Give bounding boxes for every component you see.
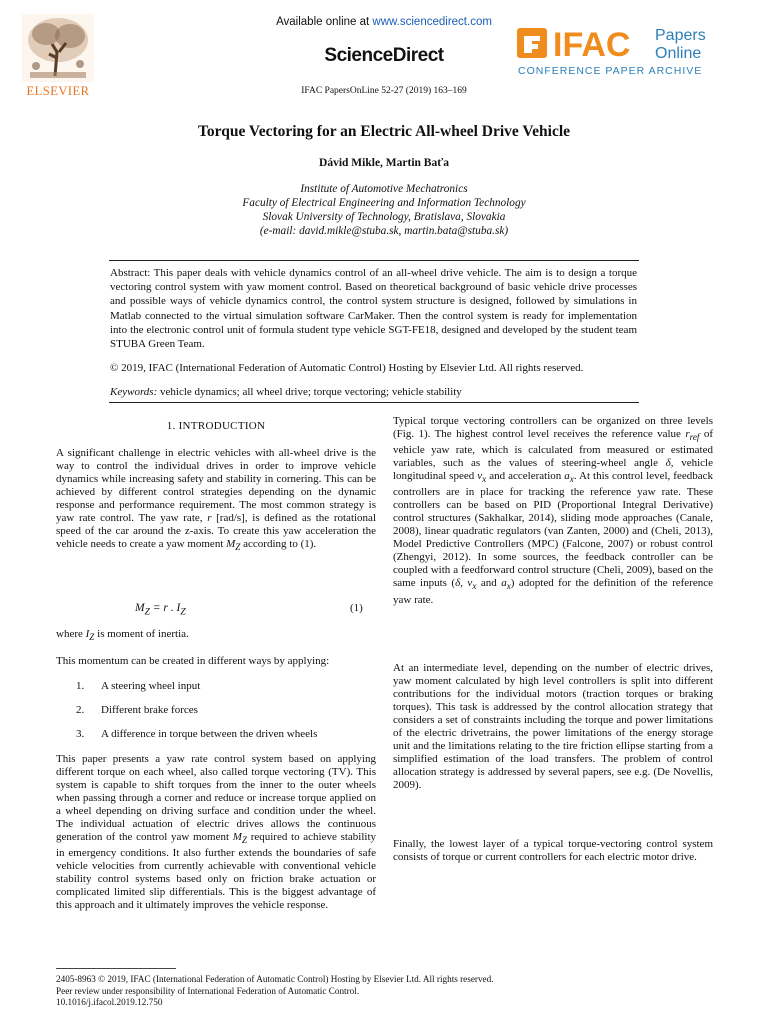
right-paragraph-1	[393, 415, 713, 607]
right-paragraph-2: At an intermediate level, depending on the number of electric drives, yaw moment calculated by high level controllers is split into different contributions for the individual motors (traction torques or braking torques). This task is addressed by the control allocation strategy that considers a set of constraints including the torque and power limitations of the electric drivetrains, the power limitations of the energy storage unit and the limitations relating to the tire friction ellipse starting from a simplified estimation of the load transfers. The problem of control allocation strategy is addressed by several papers, see e.g. (De Novellis, 2009).	[393, 662, 713, 791]
equation-1	[135, 602, 295, 617]
ifac-logo-graphic	[515, 22, 715, 64]
list-item: Different brake forces	[101, 704, 198, 716]
keywords-line	[110, 386, 637, 398]
symbol-v: v	[467, 577, 473, 590]
text-run: This paper presents a yaw rate control system based on applying different torque on each wheel, also called torque vectoring (TV). This system is capable to shift torques from the inner to the outer wheels when passing through a corner and reduce or increase torque applied on a wheel depending on driving surface and condition under the wheel. The individual actuation of electric drives allows the continuous generation of the control yaw moment	[56, 753, 376, 843]
footer-notes	[56, 974, 716, 1009]
footer-rule	[56, 968, 176, 969]
symbol-M: M	[232, 831, 242, 843]
journal-reference: IFAC PapersOnLine 52-27 (2019) 163–169	[301, 86, 467, 96]
symbol-subscript: x	[569, 474, 574, 485]
intro-paragraph-2: This momentum can be created in different ways by applying:	[56, 655, 330, 667]
elsevier-tree-logo	[22, 14, 94, 82]
list-item-number: 2.	[76, 704, 85, 716]
text-run: [rad/s], is defined as the rotational speed of the car around the z-axis. To create this yaw acceleration the vehicle needs to create a yaw moment	[56, 512, 376, 550]
eq-symbol: I	[176, 602, 181, 614]
symbol-subscript: x	[482, 474, 487, 485]
symbol-a: a	[564, 470, 570, 483]
text-run: is moment of inertia.	[94, 628, 189, 640]
paper-authors: Dávid Mikle, Martin Baťa	[319, 157, 449, 169]
eq-subscript: Z	[180, 606, 186, 618]
eq-middle: = r .	[149, 602, 177, 614]
symbol-I: I	[85, 628, 90, 640]
text-run: and	[476, 577, 502, 590]
affiliation-email-line: (e-mail: david.mikle@stuba.sk, martin.bata@stuba.sk)	[259, 225, 509, 237]
symbol-subscript: Z	[89, 632, 95, 643]
symbol-delta: δ	[455, 577, 461, 590]
text-run: and acceleration	[486, 470, 565, 483]
symbol-subscript: Z	[241, 835, 247, 846]
footer-peer-review: Peer review under responsibility of International Federation of Automatic Control.	[56, 985, 360, 996]
symbol-r: r	[685, 428, 690, 440]
intro-paragraph-1	[56, 447, 376, 554]
text-run: Typical torque vectoring controllers can be organized on three levels (Fig. 1). The highest control level receives the reference value	[393, 415, 713, 440]
text-run: , vehicle longitudinal speed	[393, 457, 713, 483]
text-run: required to achieve stability in emergency conditions. It also further extends the boundaries of safe vehicle velocities from currently achievable with conventional vehicle stability control systems based only on friction brake actuation or complicated limited slip differentials. This is the biggest advantage of this approach and it ultimately improves the vehicle response.	[56, 831, 377, 912]
text-run: A significant challenge in electric vehicles with all-wheel drive is the way to control the individual drives in order to improve vehicle dynamics while increasing safety and stability in cornering. This can be achieved by different control strategies depending on the dynamic response and performance requirement. The most common strategy is yaw rate control. The yaw rate,	[56, 447, 376, 524]
sciencedirect-url-link[interactable]: www.sciencedirect.com	[372, 16, 492, 28]
symbol-subscript: x	[472, 581, 477, 592]
text-run: according to (1).	[240, 538, 317, 550]
keywords-label: Keywords:	[110, 386, 158, 398]
symbol-M: M	[226, 538, 236, 550]
abstract-text: Abstract: This paper deals with vehicle dynamics control of an all-wheel drive vehicle. The aim is to design a torque vectoring control system with yaw moment control. Based on theoretical background of basic vehicle drive processes and possible ways of vehicle dynamics control, the control system structure is designed, followed by simulations in Matlab connected to the virtual simulation software CarMaker. Then the control system is ready for implementation into the electronic control unit of formula student type vehicle SGT-FE18, designed and developed by the student team STUBA Green Team.	[110, 267, 637, 351]
keywords-text: vehicle dynamics; all wheel drive; torque vectoring; vehicle stability	[160, 386, 462, 398]
eq-subscript: Z	[144, 606, 150, 618]
equation-number: (1)	[350, 602, 363, 614]
footer-issn-copyright: 2405-8963 © 2019, IFAC (International Federation of Automatic Control) Hosting by Elsevier Ltd. All rights reserved.	[56, 974, 494, 984]
ifac-word: IFAC	[553, 26, 631, 64]
elsevier-wordmark: ELSEVIER	[26, 84, 90, 98]
list-item: A difference in torque between the driven wheels	[101, 728, 318, 740]
list-item-number: 3.	[76, 728, 85, 740]
symbol-subscript: ref	[689, 432, 700, 443]
symbol-subscript: Z	[235, 542, 241, 553]
text-run: of vehicle yaw rate, which is calculated from measured or estimated variables, such as the values of steering-wheel angle	[393, 428, 713, 470]
paper-title: Torque Vectoring for an Electric All-wheel Drive Vehicle	[197, 123, 571, 140]
text-run: ,	[460, 577, 468, 590]
affiliation-line: Faculty of Electrical Engineering and Information Technology	[242, 197, 526, 209]
text-run: . At this control level, feedback controllers are in place for tracking the reference yaw rate. These controllers can be based on PID (Proportional Integral Derivative) control structures (Sakhalkar, 2014), sliding mode approaches (Canale, 2008), linear quadratic regulators (van Zanten, 2000) and (Cheli, 2013), Model Predictive Controllers (MPC) (Falcone, 2007) or robust control (Zhengyi, 2012). In some sources, the feedback controller can be coupled with a feedforward control structure (Cheli, 2009), based on the same inputs (	[393, 470, 713, 590]
right-paragraph-3: Finally, the lowest layer of a typical torque-vectoring control system consists of torque or current controllers for each electric motor drive.	[393, 838, 713, 863]
eq-symbol: M	[135, 602, 145, 614]
section-heading-introduction: 1. INTRODUCTION	[166, 420, 266, 432]
ifac-archive-tagline: CONFERENCE PAPER ARCHIVE	[518, 65, 703, 77]
list-item: A steering wheel input	[101, 680, 201, 692]
text-run: where	[56, 628, 86, 640]
abstract-top-rule	[109, 260, 639, 261]
symbol-v: v	[477, 470, 483, 483]
sciencedirect-brand: ScienceDirect	[324, 45, 444, 66]
affiliation-line: Institute of Automotive Mechatronics	[300, 183, 468, 195]
symbol-a: a	[501, 577, 507, 590]
text-run: ) adopted for the definition of the reference yaw rate.	[393, 577, 713, 606]
footer-doi: 10.1016/j.ifacol.2019.12.750	[56, 997, 163, 1007]
list-item-number: 1.	[76, 680, 85, 692]
abstract-bottom-rule	[109, 402, 639, 403]
available-prefix: Available online at	[276, 16, 370, 28]
ifac-logo	[515, 22, 715, 69]
symbol-subscript: x	[506, 581, 511, 592]
symbol-delta: δ	[665, 457, 671, 470]
affiliation-line: Slovak University of Technology, Bratislava, Slovakia	[262, 211, 506, 223]
equation-where-line	[56, 628, 376, 644]
affiliation-block	[0, 182, 768, 238]
symbol-r: r	[207, 512, 212, 524]
intro-paragraph-3	[56, 753, 376, 912]
ifac-online-word: Online	[655, 45, 702, 62]
ifac-papers-word: Papers	[655, 27, 706, 44]
abstract-copyright: © 2019, IFAC (International Federation of Automatic Control) Hosting by Elsevier Ltd. All rights reserved.	[110, 362, 584, 374]
